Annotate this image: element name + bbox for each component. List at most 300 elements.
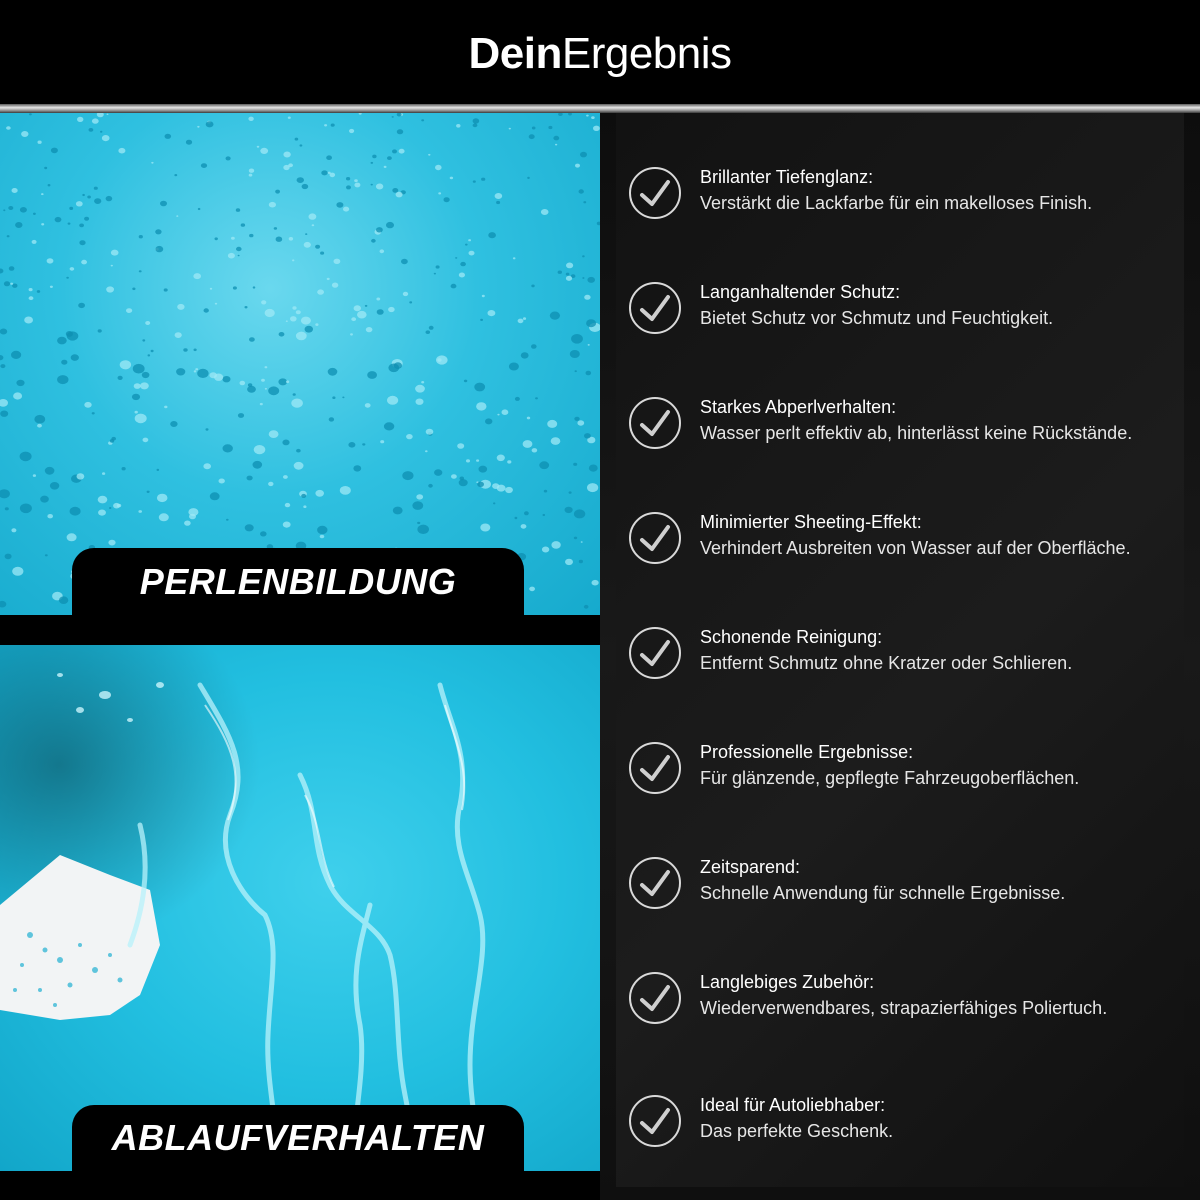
water-bead (365, 305, 368, 307)
water-bead (296, 449, 301, 453)
water-bead (362, 443, 365, 445)
water-bead (13, 392, 22, 399)
water-bead (4, 281, 10, 286)
water-bead (269, 202, 276, 208)
water-bead (305, 326, 313, 333)
water-bead (108, 540, 115, 546)
water-bead (94, 187, 98, 190)
water-bead (186, 140, 192, 145)
water-bead (68, 223, 71, 225)
water-bead (309, 213, 317, 219)
water-bead (82, 194, 85, 196)
water-bead (142, 372, 150, 378)
water-bead (148, 354, 151, 356)
water-bead (50, 482, 59, 490)
water-bead (527, 417, 530, 420)
water-bead (359, 113, 362, 115)
water-bead (84, 402, 91, 408)
water-bead (279, 332, 285, 337)
water-bead (380, 440, 384, 443)
water-bead (16, 380, 24, 386)
feature-desc: Das perfekte Geschenk. (700, 1121, 894, 1141)
water-bead (236, 247, 242, 251)
water-bead (502, 409, 509, 415)
water-bead (248, 383, 252, 387)
water-bead (111, 250, 119, 256)
water-bead (195, 368, 198, 370)
check-circle-icon (628, 1094, 682, 1148)
water-bead (194, 349, 197, 352)
feature-title: Ideal für Autoliebhaber: (700, 1095, 886, 1115)
water-bead (387, 396, 398, 405)
water-bead (434, 273, 436, 275)
water-bead (248, 117, 253, 121)
water-bead (569, 491, 572, 493)
water-bead (260, 531, 267, 536)
water-bead (365, 403, 371, 408)
water-bead (37, 290, 40, 293)
water-bead (509, 128, 511, 130)
water-bead (176, 215, 178, 217)
water-bead (582, 277, 584, 279)
feature-item (628, 855, 1188, 915)
water-bead (79, 240, 85, 245)
water-bead (164, 406, 167, 409)
water-bead (495, 193, 503, 199)
water-bead (155, 229, 161, 234)
water-bead (247, 476, 253, 481)
water-bead (5, 507, 9, 510)
water-bead (233, 286, 237, 289)
water-bead (0, 411, 8, 417)
water-bead (353, 465, 361, 471)
water-bead (565, 559, 573, 565)
water-bead (531, 344, 537, 349)
feature-title: Professionelle Ergebnisse: (700, 742, 914, 762)
water-bead (142, 339, 145, 341)
water-bead (107, 114, 109, 116)
water-bead (459, 479, 468, 486)
water-bead (570, 350, 580, 358)
water-bead (268, 482, 273, 486)
water-bead (295, 138, 299, 141)
water-bead (245, 306, 248, 308)
water-bead (78, 303, 85, 308)
water-bead (402, 471, 413, 480)
water-bead (174, 174, 177, 176)
water-bead (100, 131, 102, 133)
water-bead (38, 141, 42, 144)
water-bead (372, 155, 376, 159)
check-circle-icon (628, 511, 682, 565)
water-bead (591, 116, 595, 119)
feature-item (628, 970, 1188, 1030)
water-bead (265, 309, 275, 317)
water-bead (194, 370, 197, 372)
water-bead (428, 154, 430, 156)
water-bead (301, 317, 311, 325)
water-bead (376, 184, 383, 190)
water-bead (214, 374, 223, 381)
water-bead (426, 429, 434, 435)
water-bead (558, 271, 562, 274)
water-bead (245, 524, 254, 531)
water-bead (206, 121, 214, 127)
water-bead (12, 567, 23, 576)
water-bead (238, 413, 244, 418)
water-bead (193, 273, 201, 279)
water-bead (0, 364, 5, 368)
water-bead (403, 292, 408, 296)
water-bead (215, 303, 217, 305)
water-bead (315, 323, 318, 326)
water-bead (77, 473, 85, 479)
water-bead (286, 380, 289, 383)
water-bead (120, 360, 131, 369)
runoff-photo (0, 645, 600, 1171)
water-bead (275, 190, 280, 194)
water-bead (412, 501, 423, 510)
water-bead (268, 386, 279, 395)
water-bead (371, 184, 373, 186)
water-bead (497, 485, 506, 492)
silver-divider (0, 104, 1200, 113)
water-bead (3, 209, 5, 211)
water-bead (289, 237, 293, 241)
water-bead (238, 255, 240, 257)
water-bead (11, 351, 21, 359)
water-bead (376, 227, 383, 232)
water-bead (579, 560, 583, 563)
water-bead (331, 124, 335, 127)
water-bead (473, 123, 478, 127)
water-bead (70, 267, 75, 271)
water-bead (476, 402, 486, 410)
water-bead (249, 337, 255, 342)
water-bead (32, 240, 37, 244)
water-bead (367, 371, 377, 379)
label-tab-beading (72, 548, 524, 615)
water-bead (297, 177, 304, 183)
water-bead (393, 507, 403, 515)
water-bead (122, 467, 126, 470)
water-bead (573, 463, 577, 466)
water-bead (547, 420, 557, 428)
water-bead (366, 327, 373, 332)
water-bead (282, 440, 289, 446)
water-bead (586, 319, 596, 327)
water-bead (135, 414, 147, 424)
water-bead (377, 309, 384, 315)
water-bead (247, 386, 256, 393)
water-bead (10, 283, 13, 285)
water-bead (66, 277, 69, 279)
water-bead (428, 484, 433, 488)
water-bead (110, 439, 114, 443)
water-bead (51, 148, 58, 154)
water-bead (357, 311, 367, 319)
water-bead (278, 378, 287, 385)
water-bead (451, 474, 457, 479)
water-bead (351, 317, 356, 321)
water-bead (133, 364, 145, 374)
water-bead (274, 227, 277, 230)
water-bead (354, 305, 361, 311)
water-bead (416, 494, 423, 499)
feature-item (628, 1093, 1188, 1153)
water-bead (513, 257, 516, 259)
water-bead (98, 329, 102, 332)
water-bead (252, 461, 262, 469)
water-bead (551, 541, 560, 549)
water-bead (176, 368, 185, 375)
water-bead (436, 265, 440, 268)
water-bead (488, 232, 496, 238)
water-bead (384, 166, 387, 168)
water-bead (332, 396, 335, 399)
water-bead (435, 165, 442, 170)
water-bead (473, 118, 480, 123)
feature-title: Zeitsparend: (700, 857, 801, 877)
water-bead (324, 124, 327, 126)
water-bead (296, 332, 307, 341)
water-bead (109, 507, 111, 509)
water-bead (177, 304, 184, 310)
water-bead (479, 466, 488, 473)
check-circle-icon (628, 396, 682, 450)
water-bead (79, 224, 84, 228)
water-bead (529, 587, 535, 592)
water-bead (438, 192, 441, 194)
water-bead (40, 496, 49, 503)
water-bead (523, 440, 533, 448)
water-bead (92, 118, 99, 123)
water-bead (477, 482, 484, 487)
water-bead (480, 319, 483, 321)
water-bead (392, 149, 397, 153)
water-bead (77, 117, 83, 122)
water-bead (132, 394, 140, 400)
water-bead (15, 222, 22, 228)
water-bead (201, 163, 207, 168)
water-bead (210, 492, 220, 500)
water-bead (415, 385, 425, 393)
label-tab-runoff (72, 1105, 524, 1171)
water-bead (371, 239, 376, 243)
water-bead (197, 126, 199, 128)
water-bead (12, 188, 18, 193)
feature-item (628, 280, 1188, 340)
water-bead (98, 510, 106, 516)
water-bead (515, 517, 518, 519)
water-bead (92, 412, 95, 414)
water-bead (558, 113, 563, 116)
feature-desc: Entfernt Schmutz ohne Kratzer oder Schlieren. (700, 653, 1073, 673)
water-bead (285, 503, 290, 507)
water-bead (7, 235, 10, 237)
water-bead (170, 421, 177, 427)
water-bead (354, 179, 358, 182)
water-bead (41, 223, 44, 225)
beading-label: PERLENBILDUNG (139, 560, 457, 602)
water-bead (392, 188, 398, 193)
water-bead (269, 430, 279, 438)
feature-title: Langanhaltender Schutz: (700, 282, 901, 302)
feature-desc: Verstärkt die Lackfarbe für ein makelloses Finish. (700, 193, 1093, 213)
water-bead (48, 184, 51, 186)
water-bead (587, 277, 595, 283)
bottom-strip (0, 1171, 600, 1200)
water-bead (223, 376, 231, 382)
water-bead (184, 521, 191, 526)
water-bead (203, 463, 211, 469)
water-bead (20, 452, 32, 462)
water-runoff-image (0, 645, 600, 1171)
water-bead (45, 554, 48, 556)
water-bead (249, 169, 254, 173)
water-bead (261, 300, 266, 304)
water-bead (587, 483, 598, 492)
water-bead (135, 411, 138, 414)
water-bead (466, 459, 470, 462)
water-bead (151, 350, 154, 352)
water-bead (543, 514, 546, 516)
water-bead (294, 462, 304, 470)
water-bead (45, 467, 55, 475)
water-bead (118, 148, 125, 154)
water-bead (574, 537, 577, 540)
water-bead (397, 129, 403, 134)
water-bead (0, 355, 3, 360)
water-bead (55, 217, 62, 222)
water-bead (292, 259, 294, 261)
feature-desc: Schnelle Anwendung für schnelle Ergebnisse. (700, 883, 1066, 903)
water-bead (61, 360, 67, 365)
water-bead (397, 113, 402, 117)
water-bead (574, 509, 585, 518)
water-bead (160, 201, 167, 207)
water-bead (566, 263, 573, 269)
water-bead (33, 474, 36, 477)
water-bead (532, 127, 536, 130)
feature-item (628, 165, 1188, 225)
water-bead (399, 149, 405, 154)
water-bead (589, 465, 598, 472)
water-bead (260, 148, 268, 154)
water-bead (532, 448, 538, 452)
water-bead (524, 511, 529, 515)
water-bead (582, 255, 585, 257)
water-bead (164, 288, 168, 291)
water-bead (326, 155, 332, 160)
title-light: Ergebnis (561, 29, 732, 78)
water-bead (249, 234, 253, 237)
water-bead (57, 337, 67, 345)
water-bead (24, 317, 33, 324)
water-bead (586, 115, 589, 117)
water-bead (226, 519, 229, 521)
water-bead (140, 382, 149, 389)
water-bead (421, 119, 424, 121)
water-bead (473, 180, 476, 182)
water-bead (300, 144, 303, 146)
water-bead (474, 383, 485, 392)
water-bead (497, 455, 505, 462)
water-bead (593, 126, 600, 131)
feature-desc: Für glänzende, gepflegte Fahrzeugoberflächen. (700, 768, 1080, 788)
water-bead (550, 312, 560, 320)
water-bead (67, 533, 77, 541)
water-bead (583, 201, 586, 203)
water-bead (253, 286, 256, 288)
water-bead (417, 525, 429, 534)
header (0, 0, 1200, 104)
water-bead (523, 317, 526, 320)
water-bead (575, 370, 577, 372)
water-bead (204, 308, 209, 312)
water-bead (219, 479, 225, 484)
water-bead (6, 126, 11, 130)
water-bead (575, 164, 580, 168)
water-bead (455, 257, 457, 259)
water-bead (21, 131, 28, 137)
water-bead (47, 514, 53, 518)
water-bead (434, 469, 442, 476)
water-bead (566, 276, 572, 281)
water-bead (476, 459, 479, 461)
water-bead (497, 414, 499, 416)
water-bead (292, 306, 296, 309)
water-bead (188, 508, 198, 516)
water-bead (50, 286, 53, 288)
water-bead (535, 397, 538, 399)
water-bead (102, 135, 110, 141)
water-bead (417, 522, 420, 524)
water-bead (143, 438, 149, 443)
water-bead (457, 443, 464, 449)
water-bead (111, 265, 113, 267)
water-bead (396, 192, 403, 198)
water-bead (568, 113, 572, 116)
water-bead (76, 201, 83, 206)
water-bead (215, 237, 218, 240)
water-bead (317, 289, 324, 294)
water-bead (409, 301, 412, 303)
water-bead (354, 183, 360, 188)
water-bead (5, 554, 12, 560)
water-bead (206, 428, 209, 430)
water-bead (571, 334, 583, 344)
water-bead (304, 242, 311, 248)
water-bead (329, 417, 334, 421)
water-bead (37, 424, 42, 428)
water-bead (468, 239, 471, 241)
water-bead (551, 437, 561, 445)
water-bead (566, 273, 570, 276)
water-bead (460, 477, 465, 481)
water-bead (388, 307, 395, 312)
water-bead (450, 177, 453, 180)
water-bead (197, 369, 208, 378)
water-bead (296, 310, 301, 314)
water-bead (334, 259, 341, 264)
water-bead (293, 393, 296, 396)
water-bead (155, 246, 163, 252)
water-bead (544, 490, 547, 493)
water-bead (493, 502, 495, 504)
water-bead (465, 244, 468, 246)
water-bead (332, 283, 338, 288)
